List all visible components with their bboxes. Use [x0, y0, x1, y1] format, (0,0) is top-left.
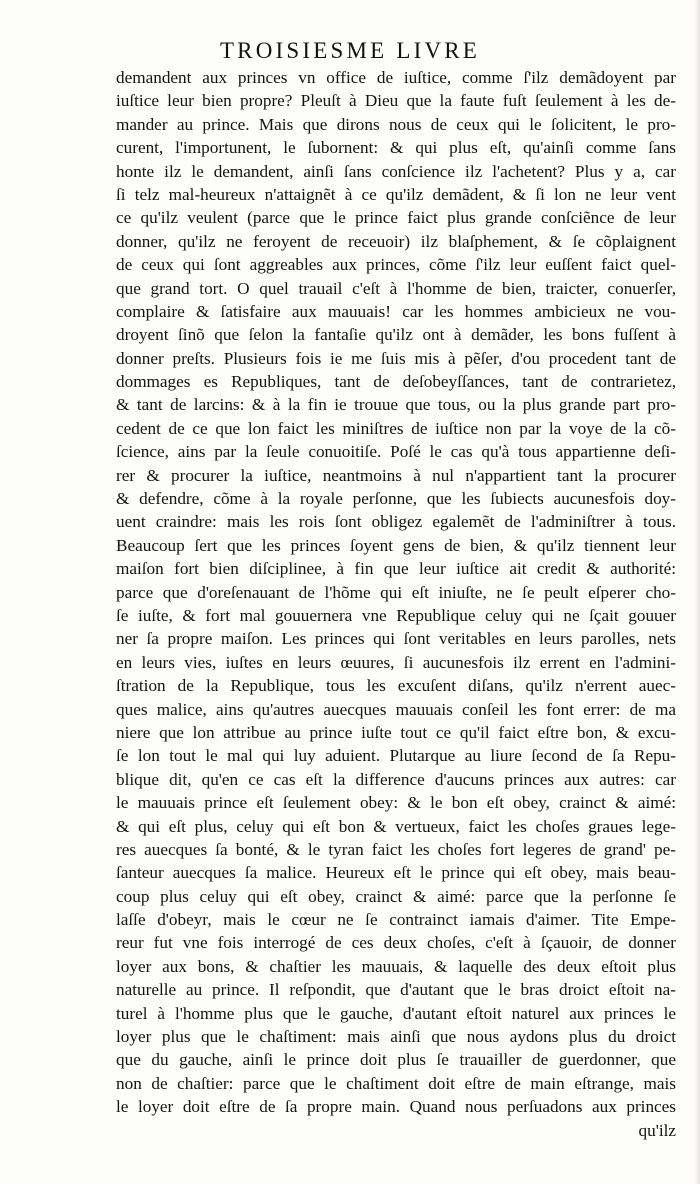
text-line: le mauuais prince eſt ſeulement obey: & le bon eſt obey, crainct & aimé: [116, 793, 676, 813]
text-line: dommages es Republiques, tant de deſobeyſſances, tant de contrarietez, [116, 372, 676, 392]
text-line: maiſon fort bien diſciplinee, à fin que leur iuſtice ait credit & authorité: [116, 559, 676, 579]
text-line: coup plus celuy qui eſt obey, crainct & aimé: parce que la perſonne ſe [116, 886, 676, 906]
body-text [116, 66, 676, 1142]
text-line: Beaucoup ſert que les princes ſoyent gens de bien, & qu'ilz tiennent leur [116, 535, 676, 555]
text-line: ce qu'ilz veulent (parce que le prince faict plus grande conſciẽnce de leur [116, 208, 676, 228]
catchword: qu'ilz [638, 1120, 676, 1140]
text-line: donner, qu'ilz ne feroyent de receuoir) ilz blaſphement, & ſe cõplaignent [116, 231, 676, 251]
text-line: donner preſts. Plusieurs fois ie me ſuis mis à pẽſer, d'ou procedent tant de [116, 348, 676, 368]
text-line: turel à l'homme plus que le gauche, d'autant eſtoit naturel aux princes le [116, 1003, 676, 1023]
text-line: reur fut vne fois interrogé de ces deux choſes, c'eſt à ſçauoir, de donner [116, 933, 676, 953]
text-line: & qui eſt plus, celuy qui eſt bon & vertueux, faict les choſes graues lege- [116, 816, 676, 836]
text-line: le loyer doit eſtre de ſa propre main. Quand nous perſuadons aux princes [116, 1097, 676, 1117]
text-line: honte ilz le demandent, ainſi ſans conſcience ilz l'achetent? Plus y a, car [116, 161, 676, 181]
text-line: complaire & ſatisfaire aux mauuais! car les hommes ambicieux ne vou- [116, 301, 676, 321]
text-line: parce que d'oreſenauant de l'hõme qui eſt iniuſte, ne ſe peult eſperer cho- [116, 582, 676, 602]
text-line: & tant de larcins: & à la fin ie trouue que tous, ou la plus grande part pro- [116, 395, 676, 415]
text-line: en leurs vies, iuſtes en leurs œuures, ſi aucunesfois ilz errent en l'admini- [116, 652, 676, 672]
text-line: laſſe d'obeyr, mais le cœur ne ſe contrainct iamais d'aimer. Tite Empe- [116, 910, 676, 930]
text-line: ſi telz mal-heureux n'attaignẽt à ce qu'ilz demãdent, & ſi lon ne leur vent [116, 184, 676, 204]
text-line: que du gauche, ainſi le prince doit plus ſe trauailler de guerdonner, que [116, 1050, 676, 1070]
text-line: curent, l'importunent, le ſubornent: & qui plus eſt, qu'ainſi comme ſans [116, 138, 676, 158]
text-line: ſanteur auecques ſa malice. Heureux eſt le prince qui eſt obey, mais beau- [116, 863, 676, 883]
text-line: mander au prince. Mais que dirons nous de ceux qui le ſolicitent, le pro- [116, 114, 676, 134]
text-line: uent craindre: mais les rois ſont obligez egalemẽt de l'adminiſtrer à tous. [116, 512, 676, 532]
text-line: ſtration de la Republique, tous les excuſent diſans, qu'ilz n'errent auec- [116, 676, 676, 696]
page-edge-shadow [694, 0, 700, 1184]
text-line: de ceux qui ſont aggreables aux princes, cõme ſ'ilz leur euſſent faict quel- [116, 255, 676, 275]
text-line: iuſtice leur bien propre? Pleuſt à Dieu que la faute fuſt ſeulement à les de- [116, 91, 676, 111]
text-line: ques malice, ains qu'autres auecques mauuais conſeil les font errer: de ma [116, 699, 676, 719]
text-line: loyer plus que le chaſtiment: mais ainſi que nous aydons plus du droict [116, 1027, 676, 1047]
text-line: ſe lon tout le mal qui luy aduient. Plutarque au liure ſecond de ſa Repu- [116, 746, 676, 766]
text-line: ſcience, ains par la ſeule conuoitiſe. Poſé le cas qu'à tous appartienne deſi- [116, 442, 676, 462]
text-line: res auecques ſa bonté, & le tyran faict les choſes fort legeres de grand' pe- [116, 839, 676, 859]
text-line: naturelle au prince. Il reſpondit, que d'autant que le bras droict eſtoit na- [116, 980, 676, 1000]
text-line: loyer aux bons, & chaſtier les mauuais, & laquelle des deux eſtoit plus [116, 956, 676, 976]
text-line: que grand tort. O quel trauail c'eſt à l'homme de bien, traicter, conuerſer, [116, 278, 676, 298]
text-line: cedent de ce que lon faict les miniſtres de iuſtice non par la voye de la cõ- [116, 418, 676, 438]
running-head: TROISIESME LIVRE [219, 38, 481, 63]
text-line: non de chaſtier: parce que le chaſtiment doit eſtre de main eſtrange, mais [116, 1073, 676, 1093]
text-line: blique dit, qu'en ce cas eſt la difference d'aucuns princes aux autres: car [116, 769, 676, 789]
text-line: ſe iuſte, & fort mal gouuernera vne Republique celuy qui ne ſçait gouuer [116, 605, 676, 625]
text-line: rer & procurer la iuſtice, neantmoins à nul n'appartient tant la procurer [116, 465, 676, 485]
text-line: ner ſa propre maiſon. Les princes qui ſont veritables en leurs parolles, nets [116, 629, 676, 649]
text-line: & defendre, cõme à la royale perſonne, que les ſubiects aucunesfois doy- [116, 489, 676, 509]
text-line: demandent aux princes vn office de iuſtice, comme ſ'ilz demãdoyent par [116, 68, 676, 87]
text-line: niere que lon attribue au prince iuſte tout ce qu'il faict eſtre bon, & excu- [116, 722, 676, 742]
text-line: droyent ſinõ que ſelon la fantaſie qu'ilz ont à demãder, les bons fuſſent à [116, 325, 676, 345]
